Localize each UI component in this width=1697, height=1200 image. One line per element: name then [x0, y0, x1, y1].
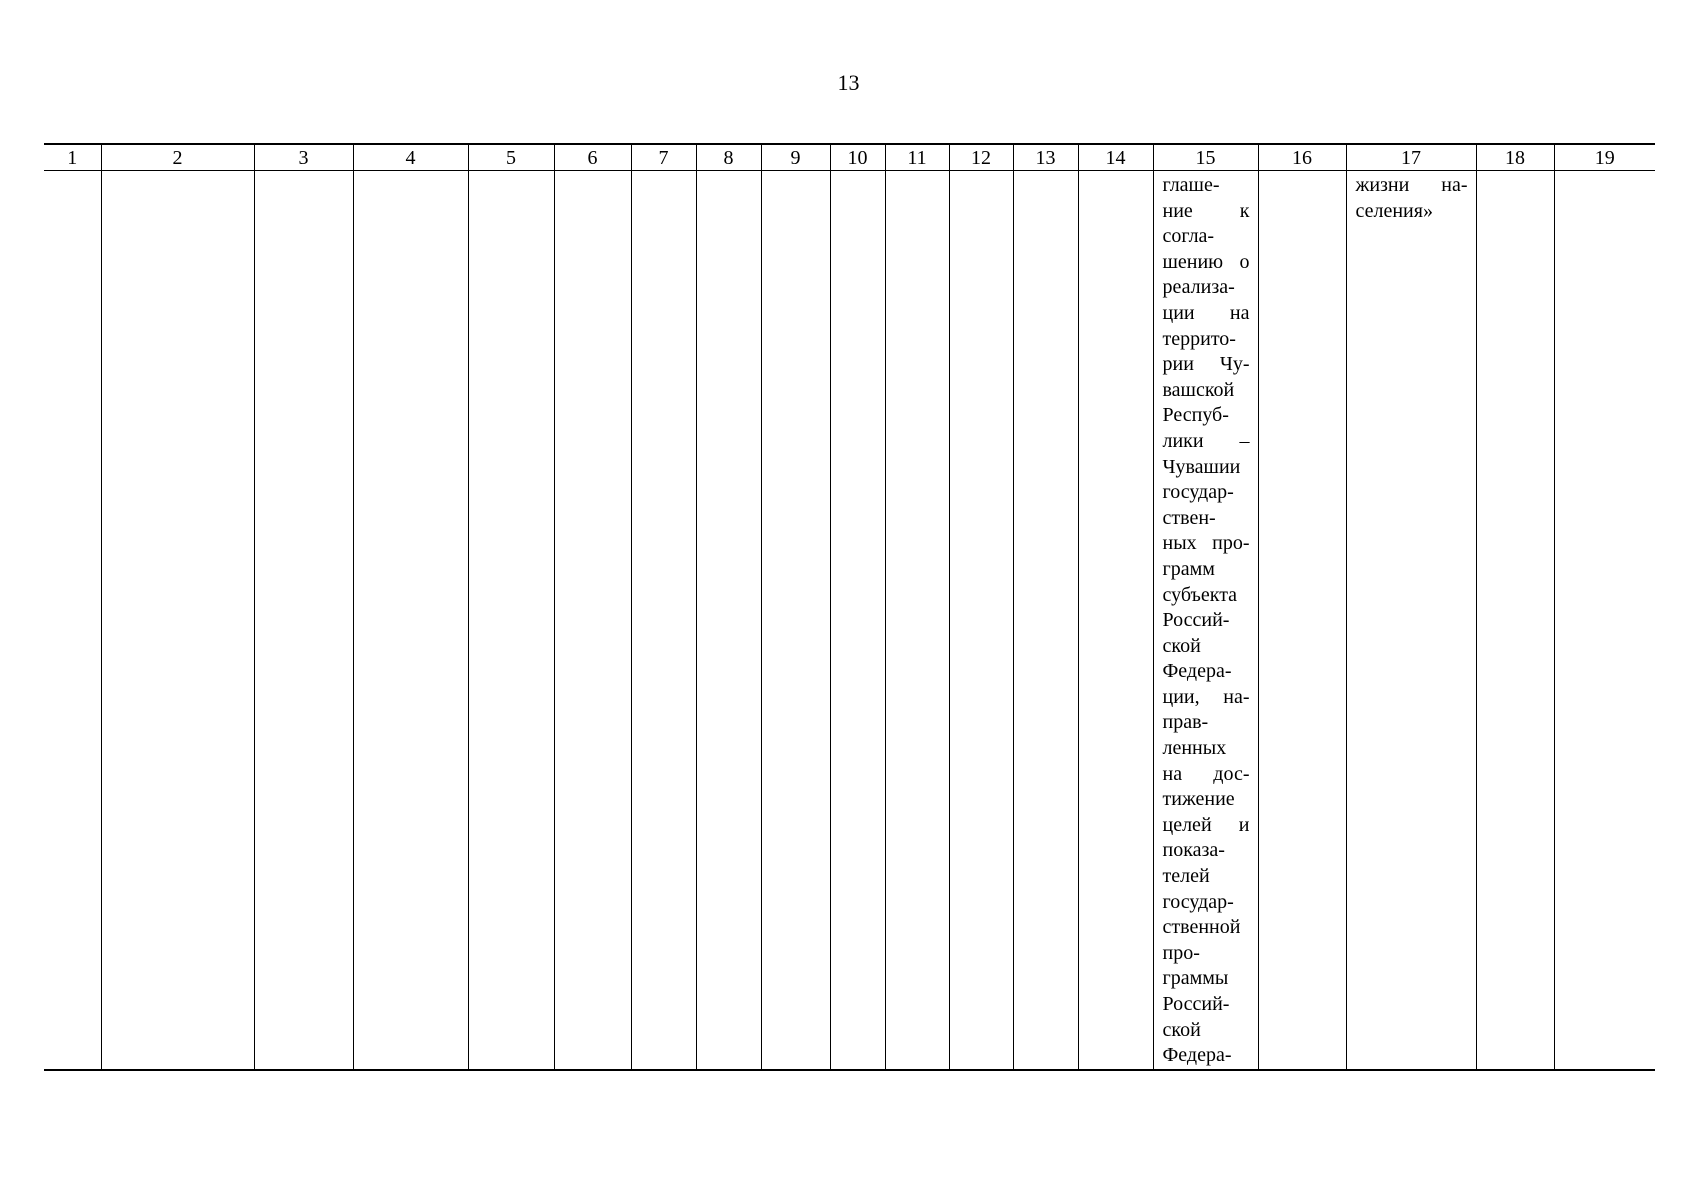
- column-header-14: 14: [1078, 144, 1153, 171]
- column-header-10: 10: [830, 144, 885, 171]
- column-header-5: 5: [468, 144, 554, 171]
- column-header-17: 17: [1346, 144, 1476, 171]
- cell-line: Чувашии: [1162, 455, 1241, 478]
- column-header-8: 8: [696, 144, 761, 171]
- cell-line: государ-: [1162, 890, 1234, 913]
- cell-col-10: [830, 171, 885, 1070]
- cell-col-4: [353, 171, 468, 1070]
- column-header-2: 2: [101, 144, 254, 171]
- cell-col-7: [631, 171, 696, 1070]
- cell-col-19: [1554, 171, 1655, 1070]
- cell-line: Россий-: [1162, 609, 1230, 632]
- cell-line: лики –: [1162, 429, 1250, 452]
- cell-line: Федера-: [1162, 1044, 1232, 1067]
- cell-line: государ-: [1162, 481, 1234, 504]
- cell-line: ствен-: [1162, 506, 1216, 529]
- cell-line: селения»: [1355, 199, 1433, 222]
- cell-col-8: [696, 171, 761, 1070]
- cell-col-11: [885, 171, 949, 1070]
- column-header-9: 9: [761, 144, 830, 171]
- column-header-18: 18: [1476, 144, 1554, 171]
- cell-line: вашской: [1162, 378, 1235, 401]
- cell-line: рии Чу-: [1162, 353, 1250, 376]
- cell-col-17: [1346, 171, 1476, 1070]
- cell-line: показа-: [1162, 839, 1225, 862]
- cell-text-col-15: [1154, 171, 1258, 1069]
- cell-col-12: [949, 171, 1013, 1070]
- cell-col-6: [554, 171, 631, 1070]
- column-header-11: 11: [885, 144, 949, 171]
- cell-col-18: [1476, 171, 1554, 1070]
- cell-line: согла-: [1162, 225, 1215, 248]
- data-table: [44, 143, 1655, 1071]
- column-header-15: 15: [1153, 144, 1258, 171]
- cell-col-9: [761, 171, 830, 1070]
- cell-line: граммы: [1162, 967, 1229, 990]
- cell-line: ние к: [1162, 199, 1250, 222]
- column-header-4: 4: [353, 144, 468, 171]
- cell-line: ской: [1162, 1018, 1201, 1041]
- table-row: [44, 171, 1655, 1070]
- cell-col-16: [1258, 171, 1346, 1070]
- cell-col-2: [101, 171, 254, 1070]
- header-row: [44, 144, 1655, 171]
- cell-line: ции на: [1162, 301, 1250, 324]
- cell-line: Россий-: [1162, 993, 1230, 1015]
- cell-line: Федера-: [1162, 660, 1232, 683]
- cell-line: ных про-: [1162, 532, 1250, 555]
- column-header-16: 16: [1258, 144, 1346, 171]
- cell-col-1: [44, 171, 101, 1070]
- page-number: 13: [837, 70, 860, 95]
- cell-text-col-17: [1347, 171, 1476, 224]
- column-header-6: 6: [554, 144, 631, 171]
- cell-col-3: [254, 171, 353, 1070]
- cell-line: Респуб-: [1162, 404, 1229, 427]
- cell-line: ской: [1162, 634, 1201, 657]
- cell-line: глаше-: [1162, 174, 1220, 196]
- cell-line: про-: [1162, 941, 1200, 964]
- cell-line: ственной: [1162, 916, 1241, 939]
- cell-line: ции, на-: [1162, 685, 1250, 708]
- cell-line: тижение: [1162, 788, 1235, 811]
- column-header-19: 19: [1554, 144, 1655, 171]
- cell-line: прав-: [1162, 711, 1209, 734]
- cell-col-13: [1013, 171, 1078, 1070]
- cell-line: жизни на-: [1355, 174, 1468, 196]
- cell-col-15: [1153, 171, 1258, 1070]
- cell-line: шению о: [1162, 250, 1250, 273]
- cell-line: на дос-: [1162, 762, 1250, 785]
- cell-line: субъекта: [1162, 583, 1238, 606]
- column-header-7: 7: [631, 144, 696, 171]
- column-header-12: 12: [949, 144, 1013, 171]
- cell-line: реализа-: [1162, 276, 1235, 299]
- cell-line: террито-: [1162, 327, 1236, 350]
- column-header-3: 3: [254, 144, 353, 171]
- cell-line: телей: [1162, 865, 1210, 888]
- column-header-1: 1: [44, 144, 101, 171]
- cell-col-14: [1078, 171, 1153, 1070]
- cell-line: целей и: [1162, 813, 1250, 836]
- cell-line: грамм: [1162, 557, 1215, 580]
- cell-col-5: [468, 171, 554, 1070]
- column-header-13: 13: [1013, 144, 1078, 171]
- cell-line: ленных: [1162, 737, 1227, 760]
